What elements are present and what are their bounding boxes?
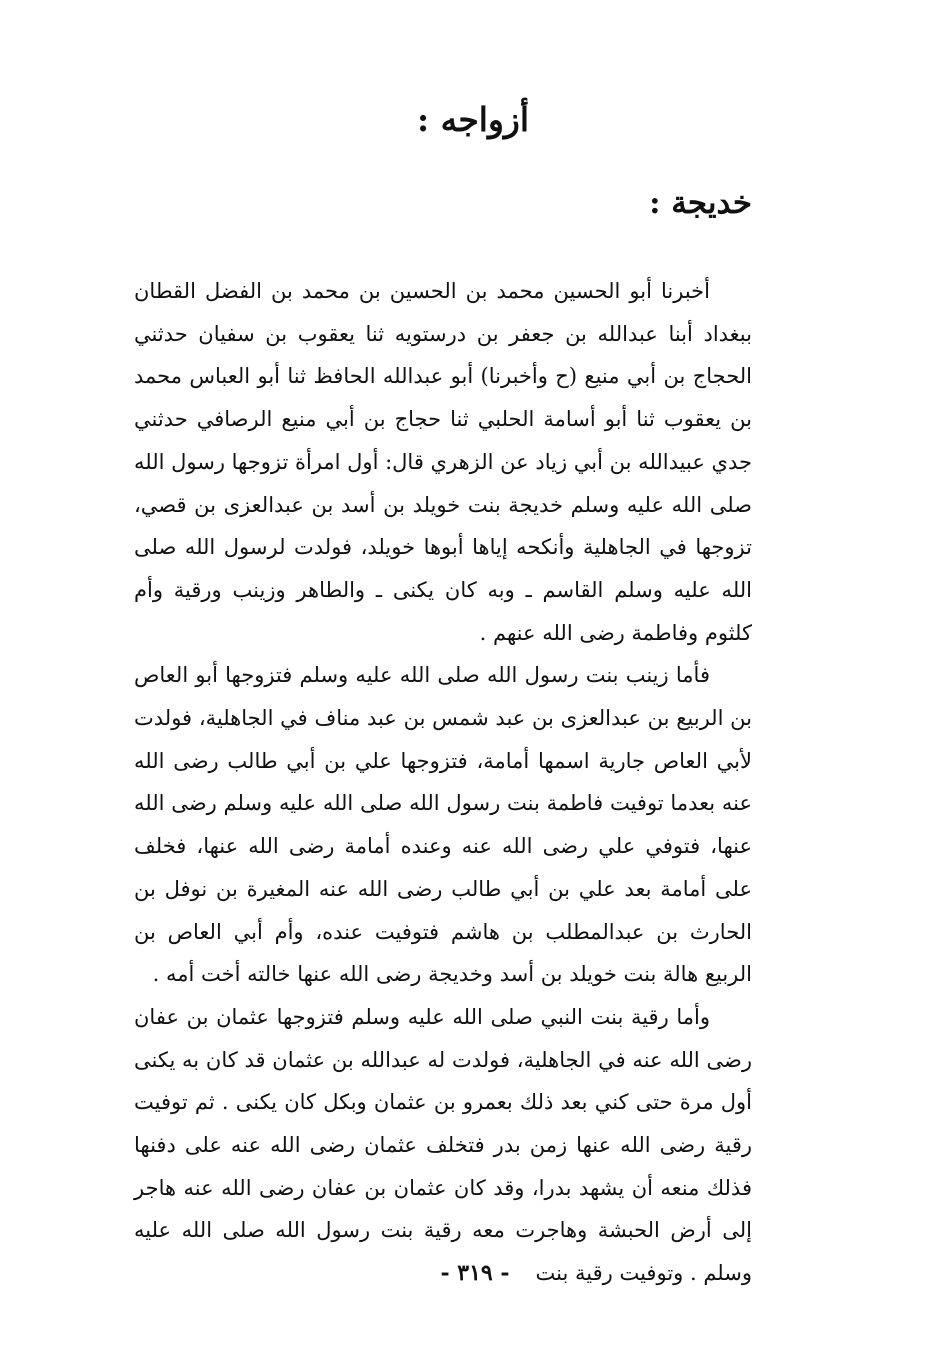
section-heading: أزواجه :	[417, 100, 529, 139]
subsection-heading: خديجة :	[649, 185, 752, 221]
paragraph: وأما رقية بنت النبي صلى الله عليه وسلم فتزوجها عثمان بن عفان رضى الله عنه في الجاهلية، فولدت له عبدالله بن عثمان قد كان به يكنى أول مرة حتى كني بعد ذلك بعمرو بن عثمان وبكل كان يكنى . ثم توفيت رقية رضى الله عنها زمن بدر فتخلف عثمان رضى الله عنه على دفنها فذلك منعه أن يشهد بدرا، وقد كان عثمان بن عفان رضى الله عنه هاجر إلى أرض الحبشة وهاجرت معه رقية بنت رسول الله صلى الله عليه وسلم . وتوفيت رقية بنت	[134, 1004, 752, 1286]
paragraph: أخبرنا أبو الحسين محمد بن الحسين بن محمد بن الفضل القطان ببغداد أبنا عبدالله بن جعفر بن درستويه ثنا يعقوب بن سفيان حدثني الحجاج بن أبي منيع (ح وأخبرنا) أبو عبدالله الحافظ ثنا أبو العباس محمد بن يعقوب ثنا أبو أسامة الحلبي ثنا حجاج بن أبي منيع الرصافي حدثني جدي عبيدالله بن أبي زياد عن الزهري قال: أول امرأة تزوجها رسول الله صلى الله عليه وسلم خديجة بنت خويلد بن أسد بن عبدالعزى بن قصي، تزوجها في الجاهلية وأنكحه إياها أبوها خويلد، فولدت لرسول الله صلى الله عليه وسلم القاسم ـ وبه كان يكنى ـ والطاهر وزينب ورقية وأم كلثوم وفاطمة رضى الله عنهم .	[134, 279, 752, 645]
paragraph: فأما زينب بنت رسول الله صلى الله عليه وسلم فتزوجها أبو العاص بن الربيع بن عبدالعزى بن عبد شمس بن عبد مناف في الجاهلية، فولدت لأبي العاص جارية اسمها أمامة، فتزوجها علي بن أبي طالب رضى الله عنه بعدما توفيت فاطمة بنت رسول الله صلى الله عليه وسلم رضى الله عنها، فتوفي علي رضى الله عنه وعنده أمامة رضى الله عنها، فخلف على أمامة بعد علي بن أبي طالب رضى الله عنه المغيرة بن نوفل بن الحارث بن عبدالمطلب بن هاشم فتوفيت عنده، وأم أبي العاص بن الربيع هالة بنت خويلد بن أسد وخديجة رضى الله عنها خالته أخت أمه .	[134, 663, 752, 987]
body-text	[134, 270, 752, 1295]
page-number: - ٣١٩ -	[440, 1260, 510, 1286]
